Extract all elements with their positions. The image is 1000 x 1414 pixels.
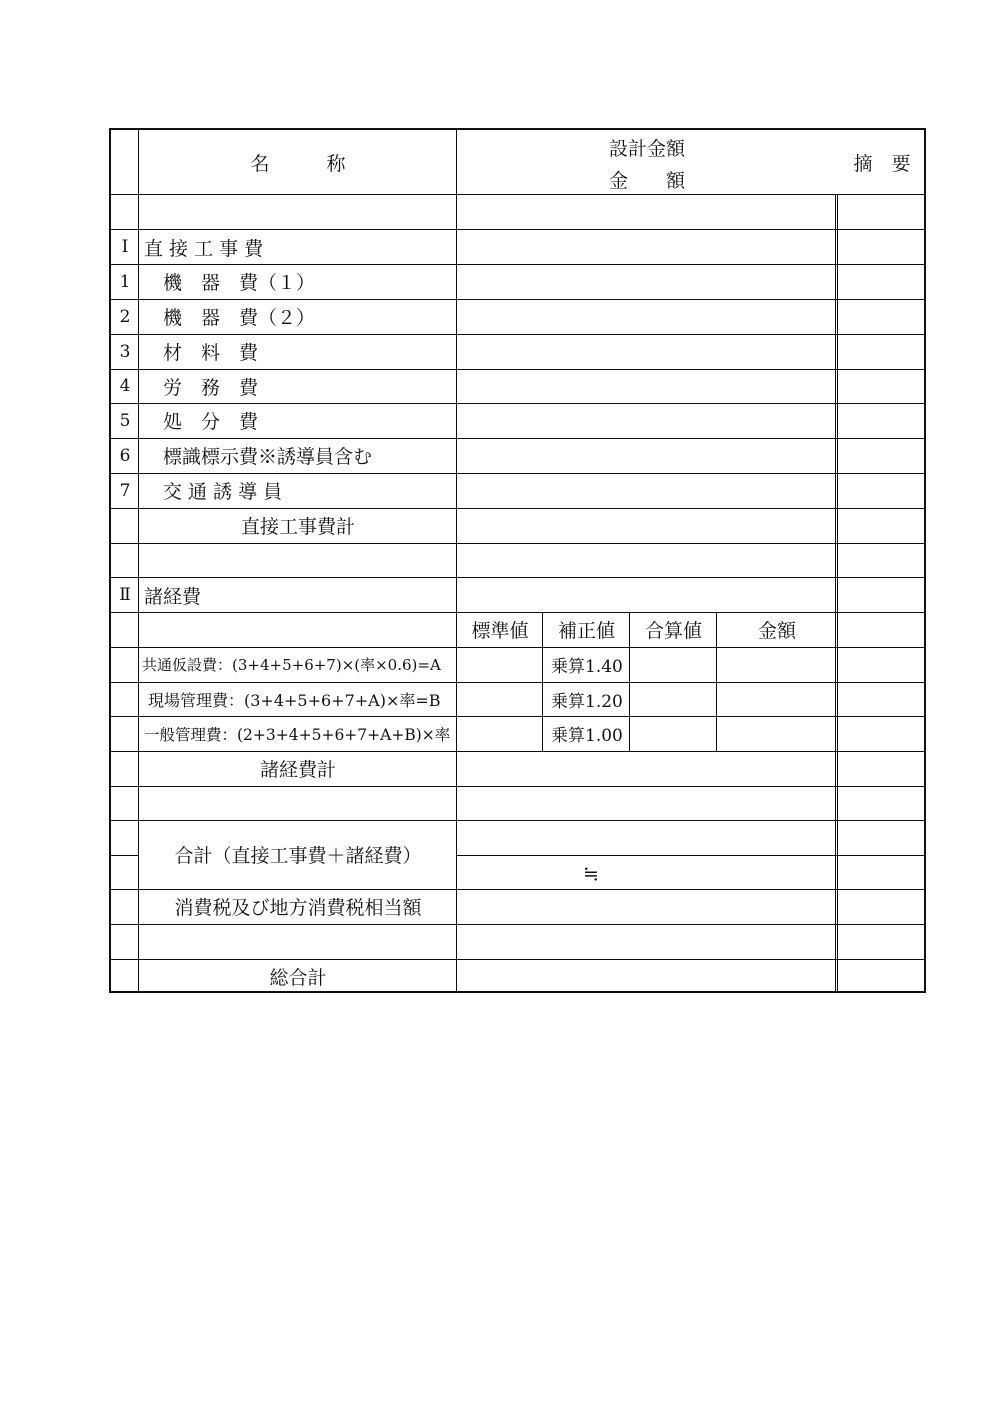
col-combined: 合算値 [644,620,702,642]
col-divider [629,612,630,751]
row-divider [111,889,926,890]
item-label: 労 務 費 [163,376,259,399]
section1-numeral: Ⅰ [121,237,129,257]
header-amount: 金 額 [608,169,685,192]
cost-breakdown-table [109,128,926,993]
tax-label: 消費税及び地方消費税相当額 [174,897,422,919]
row-divider [111,473,926,474]
col-divider [456,130,457,993]
row-divider [111,438,926,439]
row-divider [111,369,926,370]
grand-total-label: 総合計 [269,966,327,989]
sum-label: 合計（直接工事費＋諸経費） [174,845,422,867]
row-divider [111,751,926,752]
row-divider [111,716,926,717]
overhead-row-label: 共通仮設費：(3+4+5+6+7)×(率×0.6)=A [142,656,441,674]
col-divider [138,130,139,993]
item-no: 7 [119,480,131,501]
section1-title: 直 接 工 事 費 [144,237,264,260]
row-divider [111,299,926,300]
section2-subtotal: 諸経費計 [259,759,336,781]
section2-numeral: Ⅱ [119,585,131,605]
col-standard: 標準値 [471,620,529,642]
item-label: 材 料 費 [163,342,259,364]
row-divider [111,647,926,648]
item-no: 4 [119,376,131,396]
item-no: 3 [119,341,131,362]
section1-subtotal: 直接工事費計 [240,516,355,538]
col-divider [542,612,543,751]
item-label: 交 通 誘 導 員 [163,481,283,503]
overhead-row-label: 一般管理費：(2+3+4+5+6+7+A+B)×率 [144,725,451,744]
col-divider-double [835,194,838,993]
item-label: 機 器 費（２） [163,307,316,329]
overhead-row-correction: 乗算1.00 [551,726,623,746]
row-divider [111,959,926,960]
overhead-row-label: 現場管理費：(3+4+5+6+7+A)×率=B [148,690,441,710]
row-divider [111,786,926,787]
row-divider [111,820,926,821]
header-remarks: 摘 要 [853,152,911,175]
row-divider [111,924,926,925]
row-divider [111,682,926,683]
item-no: 5 [119,410,131,431]
row-divider [111,194,926,195]
approx-symbol: ≒ [583,862,599,885]
item-label: 機 器 費（１） [163,272,316,294]
section2-title: 諸経費 [144,585,202,608]
row-divider [111,543,926,544]
row-divider [111,403,926,404]
row-divider [111,577,926,578]
header-design-amount: 設計金額 [608,137,685,160]
col-amount: 金額 [757,620,796,642]
item-no: 1 [119,271,131,292]
row-divider [111,612,926,613]
item-no: 6 [119,445,131,466]
row-divider [111,855,139,856]
item-label: 処 分 費 [163,411,259,433]
header-name: 名 称 [250,152,346,175]
overhead-row-correction: 乗算1.40 [551,657,623,677]
row-divider [111,264,926,265]
col-divider [716,612,717,751]
row-divider [111,508,926,509]
row-divider [111,334,926,335]
item-label: 標識標示費※誘導員含む [163,446,373,468]
row-divider [457,855,926,856]
col-correction: 補正値 [557,620,615,642]
overhead-row-correction: 乗算1.20 [551,691,623,712]
item-no: 2 [119,306,131,327]
row-divider [111,229,926,230]
